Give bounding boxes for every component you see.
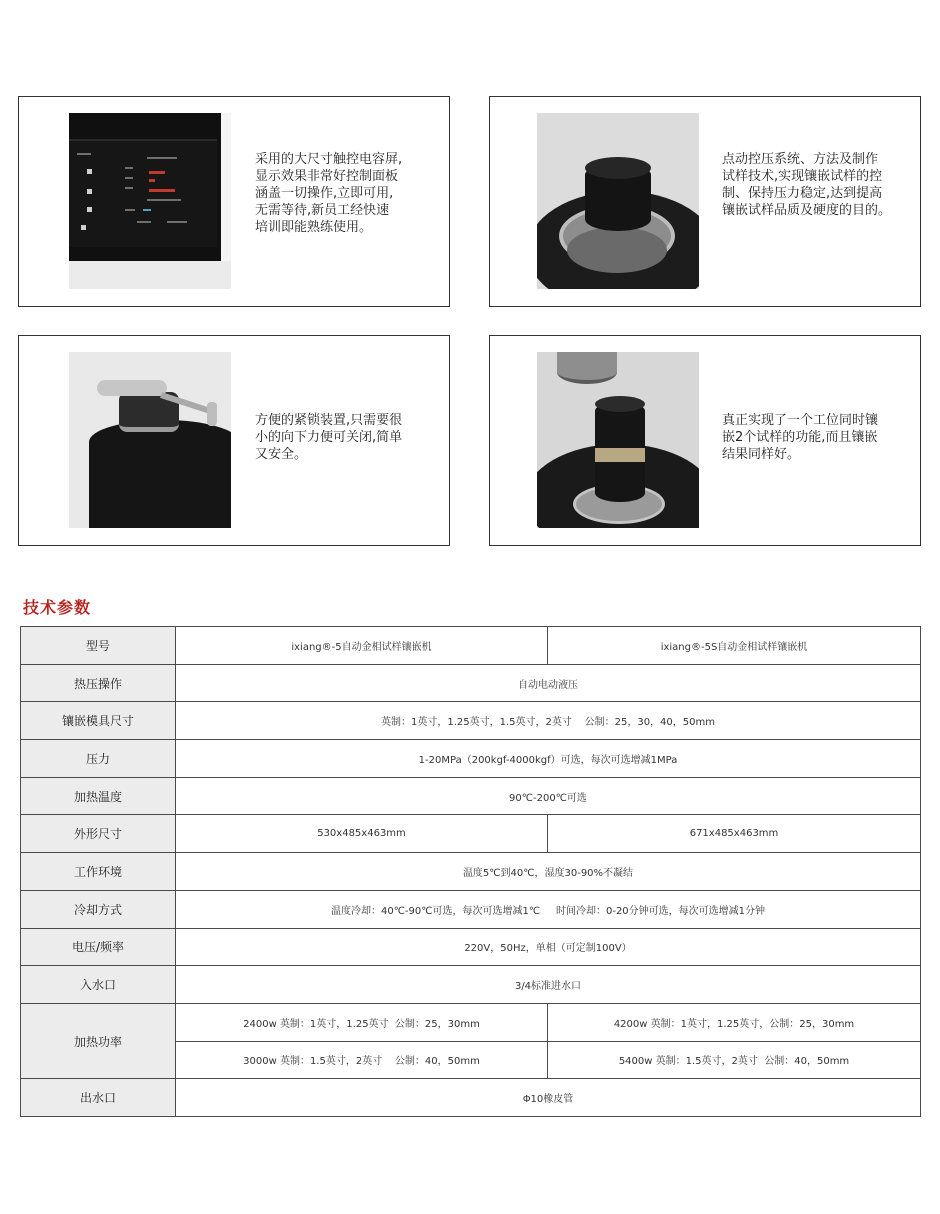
row-value: 90℃-200℃可选 (176, 777, 921, 815)
dimensions-b-cell: 671x485x463mm (548, 815, 921, 853)
row-label: 外形尺寸 (21, 815, 176, 853)
row-label: 压力 (21, 740, 176, 778)
table-row (21, 1003, 921, 1041)
table-row (21, 777, 921, 815)
row-label: 加热功率 (21, 1003, 176, 1078)
dimensions-a-cell: 530x485x463mm (176, 815, 548, 853)
feature-card-pressure-control (489, 96, 921, 307)
touchscreen-panel-image (69, 113, 231, 289)
row-value: 自动电动液压 (176, 664, 921, 702)
feature-description: 点动控压系统、方法及制作 试样技术,实现镶嵌试样的控 制、保持压力稳定,达到提高 镶嵌试样品质及硬度的目的。 (722, 152, 892, 218)
row-value: 3/4标准进水口 (176, 966, 921, 1004)
heating-b1-cell: 4200w 英制：1英寸，1.25英寸，公制：25，30mm (548, 1003, 921, 1041)
model-b-cell: ixiang®-5S自动金相试样镶嵌机 (548, 627, 921, 665)
heating-b2-cell: 5400w 英制：1.5英寸，2英寸 公制：40，50mm (548, 1041, 921, 1079)
row-value: 220V，50Hz，单相（可定制100V） (176, 928, 921, 966)
row-label: 镶嵌模具尺寸 (21, 702, 176, 740)
row-label: 型号 (21, 627, 176, 665)
feature-description: 方便的紧锁装置,只需要很 小的向下力便可关闭,简单 又安全。 (255, 413, 403, 462)
heating-a2-cell: 3000w 英制：1.5英寸，2英寸 公制：40，50mm (176, 1041, 548, 1079)
row-value: 温度冷却：40℃-90℃可选，每次可选增减1℃ 时间冷却：0-20分钟可选，每次可选增减1分钟 (176, 890, 921, 928)
row-label: 加热温度 (21, 777, 176, 815)
table-row (21, 853, 921, 891)
row-label: 电压/频率 (21, 928, 176, 966)
dual-sample-mould-image (537, 352, 699, 528)
feature-card-locking-device (18, 335, 450, 546)
table-row (21, 664, 921, 702)
table-row (21, 702, 921, 740)
heating-a1-cell: 2400w 英制：1英寸，1.25英寸 公制：25，30mm (176, 1003, 548, 1041)
feature-description: 采用的大尺寸触控电容屏, 显示效果非常好控制面板 涵盖一切操作,立即可用, 无需等待,新员工经快速 培训即能熟练使用。 (255, 152, 403, 235)
specs-title: 技术参数 (23, 598, 92, 617)
locking-device-image (69, 352, 231, 528)
row-label: 冷却方式 (21, 890, 176, 928)
table-row (21, 890, 921, 928)
table-row (21, 966, 921, 1004)
row-label: 入水口 (21, 966, 176, 1004)
row-value: 温度5℃到40℃，湿度30-90%不凝结 (176, 853, 921, 891)
row-value: Φ10橡皮管 (176, 1079, 921, 1117)
specs-table (20, 626, 921, 1117)
row-label: 出水口 (21, 1079, 176, 1117)
feature-card-touchscreen (18, 96, 450, 307)
row-value: 1-20MPa（200kgf-4000kgf）可选，每次可选增减1MPa (176, 740, 921, 778)
table-row (21, 815, 921, 853)
row-value: 英制：1英寸，1.25英寸，1.5英寸，2英寸 公制：25，30，40，50mm (176, 702, 921, 740)
table-row (21, 627, 921, 665)
table-row (21, 1079, 921, 1117)
feature-card-dual-sample (489, 335, 921, 546)
table-row (21, 928, 921, 966)
model-a-cell: ixiang®-5自动金相试样镶嵌机 (176, 627, 548, 665)
table-row (21, 740, 921, 778)
row-label: 工作环境 (21, 853, 176, 891)
pressure-mould-image (537, 113, 699, 289)
feature-description: 真正实现了一个工位同时镶 嵌2个试样的功能,而且镶嵌 结果同样好。 (722, 413, 879, 462)
row-label: 热压操作 (21, 664, 176, 702)
